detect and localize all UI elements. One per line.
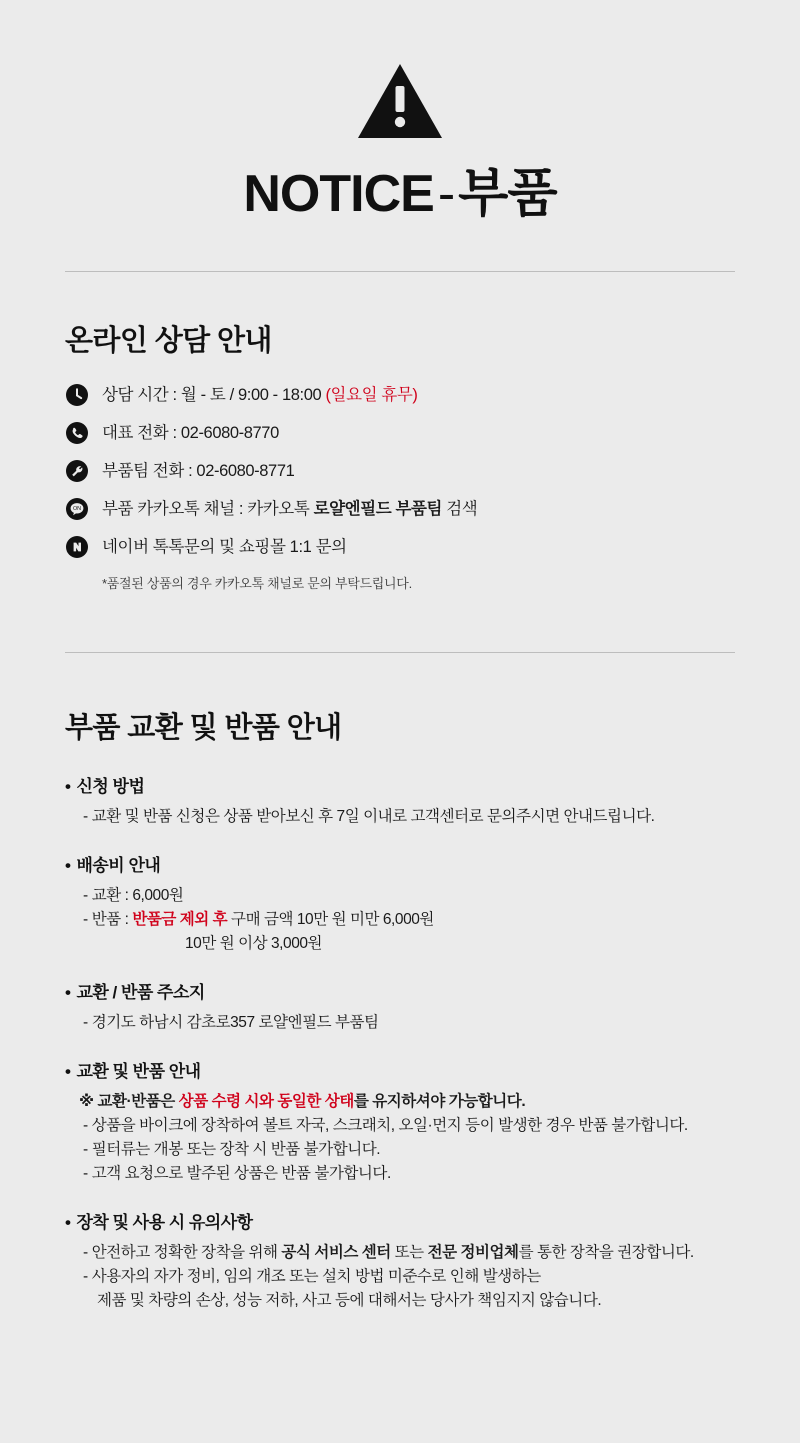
policy-line — [65, 1162, 735, 1186]
page-title-dash: - — [437, 165, 455, 223]
policy-head-installation-label: 장착 및 사용 시 유의사항 — [76, 1213, 253, 1233]
kakao-label: 부품 카카오톡 채널 : 카카오톡 — [102, 499, 314, 518]
divider-mid — [65, 652, 735, 653]
section-title-policy: 부품 교환 및 반품 안내 — [65, 712, 342, 745]
page-title-sub: 부품 — [458, 165, 557, 223]
naver-icon — [65, 535, 89, 559]
policy-head-return-label: 교환 및 반품 안내 — [76, 1062, 201, 1082]
policy-group-installation — [65, 1208, 735, 1313]
pro-repair-shop: 전문 정비업체 — [427, 1244, 519, 1262]
dash-marker: - — [83, 1165, 88, 1183]
dash-marker: - — [83, 887, 88, 905]
reference-mark: ※ — [79, 1093, 98, 1111]
policy-line-text: 고객 요청으로 발주된 상품은 반품 불가합니다. — [91, 1165, 391, 1183]
warning-triangle-icon — [357, 62, 443, 140]
policy-head-shipping — [65, 851, 735, 876]
policy-line-return-condition — [65, 1090, 735, 1114]
wrench-icon — [65, 459, 89, 483]
dash-marker: - — [83, 808, 88, 826]
policy-line-text: 경기도 하남시 감초로357 로얄엔필드 부품팀 — [91, 1014, 379, 1032]
clock-icon — [65, 383, 89, 407]
bullet-icon: • — [65, 1062, 71, 1082]
divider-top — [65, 271, 735, 272]
phone-icon — [65, 421, 89, 445]
policy-line-text: 필터류는 개봉 또는 장착 시 반품 불가합니다. — [91, 1141, 381, 1159]
dash-marker: - — [83, 1014, 88, 1032]
policy-line-continued: 제품 및 차량의 손상, 성능 저하, 사고 등에 대해서는 당사가 책임지지 않습니다. — [97, 1292, 602, 1310]
policy-group-address — [65, 978, 735, 1035]
contact-row-naver — [65, 535, 735, 559]
policy-line-text: 사용자의 자가 정비, 임의 개조 또는 설치 방법 미준수로 인해 발생하는 — [91, 1268, 541, 1286]
policy-head-address-label: 교환 / 반품 주소지 — [76, 983, 205, 1003]
contact-row-main-phone — [65, 421, 735, 445]
install-rec-pre: 안전하고 정확한 장착을 위해 — [91, 1244, 282, 1262]
contact-text-main-phone: 대표 전화 : 02-6080-8770 — [102, 423, 279, 442]
contact-text-kakao — [102, 499, 477, 520]
contact-list — [65, 383, 735, 592]
dash-marker: - — [83, 1244, 88, 1262]
page-title-main: NOTICE — [243, 165, 434, 223]
policy-line-address — [65, 1011, 735, 1035]
bullet-icon: • — [65, 983, 71, 1003]
policy-line-text: 상품을 바이크에 장착하여 볼트 자국, 스크래치, 오일·먼지 등이 발생한 경우 반품 불가합니다. — [91, 1117, 688, 1135]
policy-head-return — [65, 1057, 735, 1082]
policy-line-return-fee-2: 10만 원 이상 3,000원 — [185, 935, 323, 953]
policy-line-install-rec — [65, 1241, 735, 1265]
policy-list — [65, 772, 735, 1313]
policy-line — [65, 1265, 735, 1289]
section-title-consult: 온라인 상담 안내 — [65, 325, 272, 358]
kakao-icon — [65, 497, 89, 521]
contact-row-kakao — [65, 497, 735, 521]
bullet-icon: • — [65, 1213, 71, 1233]
contact-row-hours — [65, 383, 735, 407]
policy-group-apply — [65, 772, 735, 829]
policy-line-exchange-fee — [65, 884, 735, 908]
policy-head-installation — [65, 1208, 735, 1233]
return-condition-pre: 교환·반품은 — [97, 1093, 179, 1111]
policy-line — [65, 805, 735, 829]
return-fee-post: 구매 금액 10만 원 미만 6,000원 — [227, 911, 434, 929]
dash-marker: - — [83, 911, 88, 929]
policy-line — [65, 1114, 735, 1138]
contact-text-hours — [102, 385, 418, 406]
return-condition-highlight: 상품 수령 시와 동일한 상태 — [178, 1093, 354, 1111]
bullet-icon: • — [65, 856, 71, 876]
contact-text-parts-phone: 부품팀 전화 : 02-6080-8771 — [102, 461, 295, 480]
svg-text:ON: ON — [72, 506, 82, 513]
page-title — [65, 166, 735, 223]
contact-text-naver: 네이버 톡톡문의 및 쇼핑몰 1:1 문의 — [102, 537, 347, 556]
policy-head-apply — [65, 772, 735, 797]
install-rec-mid: 또는 — [390, 1244, 428, 1262]
policy-head-address — [65, 978, 735, 1003]
policy-head-shipping-label: 배송비 안내 — [76, 856, 161, 876]
bullet-icon: • — [65, 777, 71, 797]
policy-group-shipping — [65, 851, 735, 956]
install-rec-post: 를 통한 장착을 권장합니다. — [518, 1244, 694, 1262]
policy-group-return — [65, 1057, 735, 1186]
page-header — [65, 0, 735, 223]
policy-line-text: 교환 : 6,000원 — [91, 887, 184, 905]
kakao-channel-name: 로얄엔필드 부품팀 — [313, 499, 443, 518]
return-fee-pre: 반품 : — [91, 911, 133, 929]
dash-marker: - — [83, 1117, 88, 1135]
dash-marker: - — [83, 1268, 88, 1286]
contact-hours-closed: (일요일 휴무) — [325, 385, 418, 404]
contact-footnote: *품절된 상품의 경우 카카오톡 채널로 문의 부탁드립니다. — [102, 576, 412, 592]
policy-head-apply-label: 신청 방법 — [76, 777, 145, 797]
return-condition-post: 를 유지하셔야 가능합니다. — [353, 1093, 526, 1111]
dash-marker: - — [83, 1141, 88, 1159]
contact-row-parts-phone — [65, 459, 735, 483]
official-service-center: 공식 서비스 센터 — [281, 1244, 391, 1262]
contact-hours-label: 상담 시간 : 월 - 토 / 9:00 - 18:00 — [102, 385, 326, 404]
policy-line-text: 교환 및 반품 신청은 상품 받아보신 후 7일 이내로 고객센터로 문의주시면 안내드립니다. — [91, 808, 655, 826]
policy-line-return-fee — [65, 908, 735, 932]
return-fee-highlight: 반품금 제외 후 — [132, 911, 228, 929]
kakao-tail: 검색 — [442, 499, 478, 518]
policy-line — [65, 1138, 735, 1162]
